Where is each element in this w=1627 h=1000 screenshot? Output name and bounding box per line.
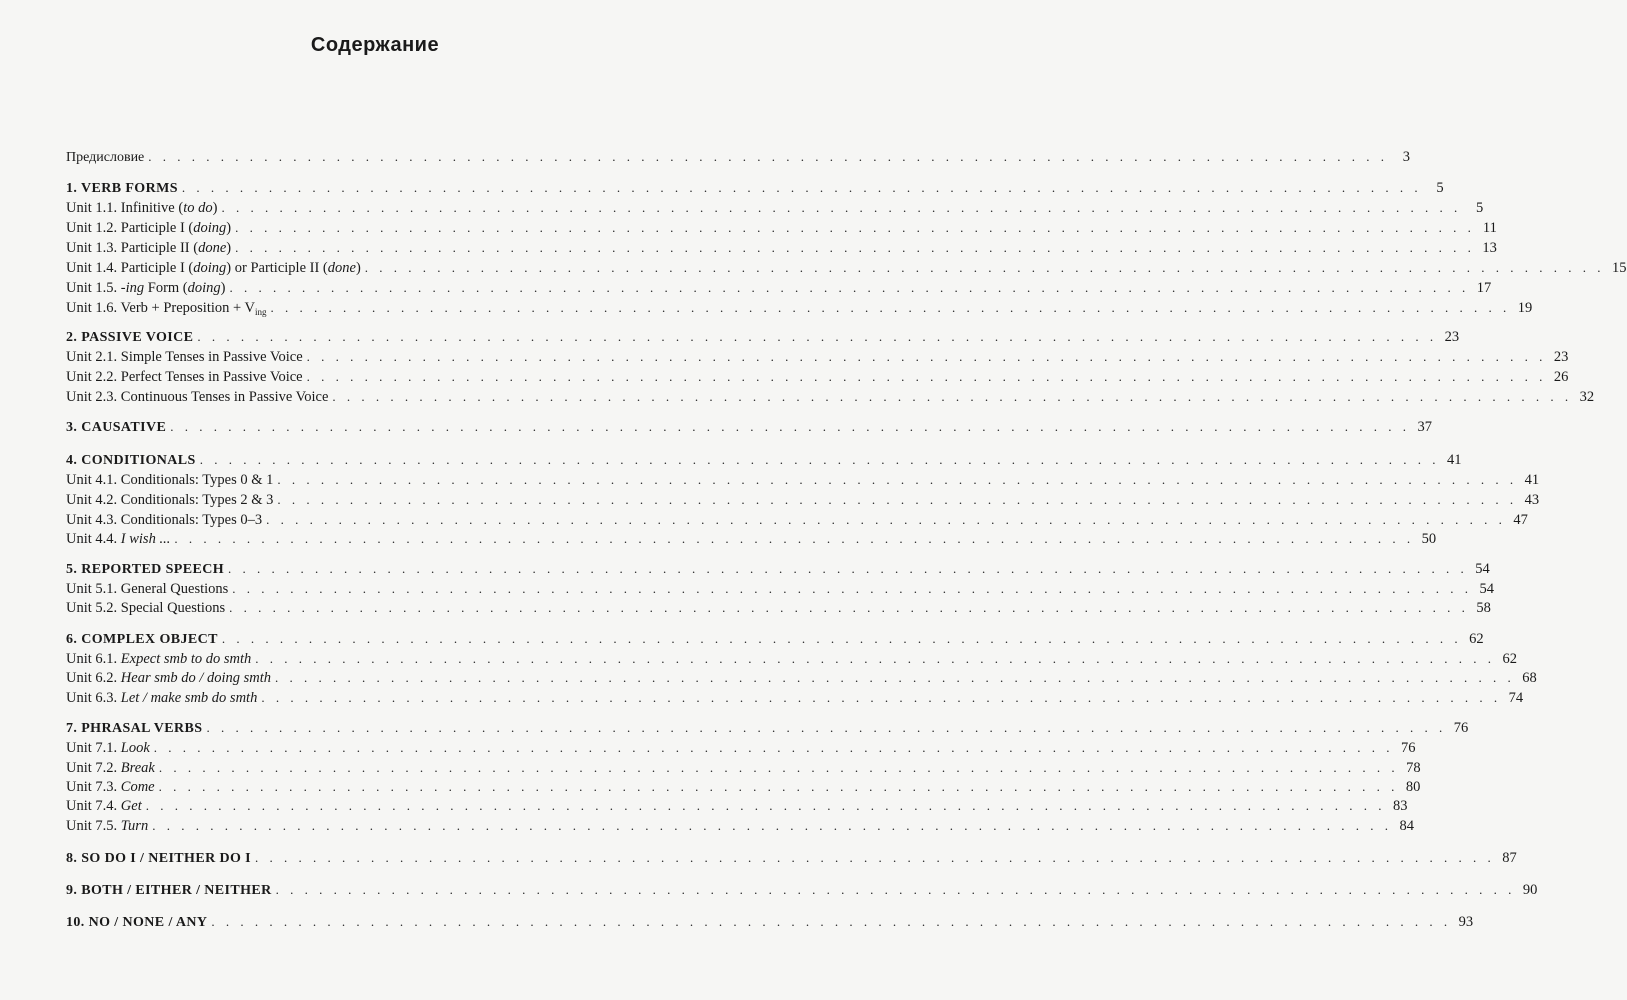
dot-leader: . . . . . . . . . . . . . . . . . . . . . . . . . . . . . . . . . . . . . . . . . . . . . . . . . . . . . . . . . . . . . . . . . . . . . . . . . . . . . . . . . . . . . . xyxy=(229,280,1470,295)
entry-page: 50 xyxy=(1421,531,1437,547)
dot-leader: . . . . . . . . . . . . . . . . . . . . . . . . . . . . . . . . . . . . . . . . . . . . . . . . . . . . . . . . . . . . . . . . . . . . . . . . . . . . . . . . . . . . . . xyxy=(158,779,1399,794)
entry-page: 80 xyxy=(1405,779,1421,795)
toc-section-1[interactable] xyxy=(66,178,1444,198)
dot-leader: . . . . . . . . . . . . . . . . . . . . . . . . . . . . . . . . . . . . . . . . . . . . . . . . . . . . . . . . . . . . . . . . . . . . . . . . . . . . . . . . . . . . . . xyxy=(275,882,1516,897)
entry-label: Unit 5.2. Special Questions xyxy=(66,600,226,616)
toc-unit-4-4[interactable] xyxy=(66,529,1437,549)
entry-page: 62 xyxy=(1469,631,1484,647)
section-label: 2. PASSIVE VOICE xyxy=(66,330,194,345)
dot-leader: . . . . . . . . . . . . . . . . . . . . . . . . . . . . . . . . . . . . . . . . . . . . . . . . . . . . . . . . . . . . . . . . . . . . . . . . . . . . . . . . . . . . . . xyxy=(364,260,1605,275)
toc-unit-4-1[interactable] xyxy=(66,470,1540,490)
toc-unit-5-2[interactable] xyxy=(66,598,1491,618)
entry-label: Unit 6.1. Expect smb to do smth xyxy=(66,651,252,667)
dot-leader: . . . . . . . . . . . . . . . . . . . . . . . . . . . . . . . . . . . . . . . . . . . . . . . . . . . . . . . . . . . . . . . . . . . . . . . . . . . . . . . . . . . . . . xyxy=(211,914,1452,929)
entry-page: 43 xyxy=(1524,492,1540,508)
entry-label: Unit 1.3. Participle II (done) xyxy=(66,240,232,256)
toc-unit-4-2[interactable] xyxy=(66,490,1540,510)
dot-leader: . . . . . . . . . . . . . . . . . . . . . . . . . . . . . . . . . . . . . . . . . . . . . . . . . . . . . . . . . . . . . . . . . . . . . . . . . . . . . . . . . . . . . . xyxy=(306,369,1547,384)
toc-entry-preface[interactable] xyxy=(66,147,1411,167)
entry-page: 23 xyxy=(1444,329,1460,345)
entry-label: Unit 7.4. Get xyxy=(66,798,142,814)
toc-unit-2-3[interactable] xyxy=(66,387,1595,407)
dot-leader: . . . . . . . . . . . . . . . . . . . . . . . . . . . . . . . . . . . . . . . . . . . . . . . . . . . . . . . . . . . . . . . . . . . . . . . . . . . . . . . . . . . . . . xyxy=(235,240,1475,255)
entry-label: Unit 4.3. Conditionals: Types 0–3 xyxy=(66,512,263,528)
toc-unit-2-1[interactable] xyxy=(66,347,1569,367)
entry-page: 23 xyxy=(1553,349,1569,365)
toc-unit-1-6[interactable] xyxy=(66,298,1533,318)
dot-leader: . . . . . . . . . . . . . . . . . . . . . . . . . . . . . . . . . . . . . . . . . . . . . . . . . . . . . . . . . . . . . . . . . . . . . . . . . . . . . . . . . . . . . . xyxy=(266,512,1506,527)
toc-section-3[interactable] xyxy=(66,417,1432,437)
dot-leader: . . . . . . . . . . . . . . . . . . . . . . . . . . . . . . . . . . . . . . . . . . . . . . . . . . . . . . . . . . . . . . . . . . . . . . . . . . . . . . . . . . . . . . xyxy=(221,200,1462,215)
entry-label: Unit 7.2. Break xyxy=(66,760,155,776)
entry-page: 62 xyxy=(1502,651,1518,667)
entry-page: 26 xyxy=(1553,369,1569,385)
entry-page: 58 xyxy=(1476,600,1491,616)
entry-label: Unit 4.1. Conditionals: Types 0 & 1 xyxy=(66,472,274,488)
dot-leader: . . . . . . . . . . . . . . . . . . . . . . . . . . . . . . . . . . . . . . . . . . . . . . . . . . . . . . . . . . . . . . . . . . . . . . . . . . . . . . . . . . . . . . xyxy=(199,452,1440,467)
section-label: 1. VERB FORMS xyxy=(66,181,178,196)
dot-leader: . . . . . . . . . . . . . . . . . . . . . . . . . . . . . . . . . . . . . . . . . . . . . . . . . . . . . . . . . . . . . . . . . . . . . . . . . . . . . . . . . . . . . . xyxy=(255,651,1496,666)
toc-unit-1-4[interactable] xyxy=(66,258,1627,278)
entry-label: Unit 7.5. Turn xyxy=(66,818,149,834)
entry-label: Unit 4.2. Conditionals: Types 2 & 3 xyxy=(66,492,274,508)
entry-page: 41 xyxy=(1446,452,1462,468)
dot-leader: . . . . . . . . . . . . . . . . . . . . . . . . . . . . . . . . . . . . . . . . . . . . . . . . . . . . . . . . . . . . . . . . . . . . . . . . . . . . . . . . . . . . . . xyxy=(332,389,1573,404)
entry-page: 32 xyxy=(1579,389,1595,405)
entry-page: 74 xyxy=(1508,690,1524,706)
dot-leader: . . . . . . . . . . . . . . . . . . . . . . . . . . . . . . . . . . . . . . . . . . . . . . . . . . . . . . . . . . . . . . . . . . . . . . . . . . . . . . . . . . . . . . xyxy=(197,329,1438,344)
entry-page: 87 xyxy=(1502,850,1517,866)
entry-label: Unit 2.3. Continuous Tenses in Passive Voice xyxy=(66,389,329,405)
toc-section-10[interactable] xyxy=(66,912,1474,932)
dot-leader: . . . . . . . . . . . . . . . . . . . . . . . . . . . . . . . . . . . . . . . . . . . . . . . . . . . . . . . . . . . . . . . . . . . . . . . . . . . . . . . . . . . . . . xyxy=(235,220,1475,235)
entry-page: 37 xyxy=(1417,419,1432,435)
toc-section-9[interactable] xyxy=(66,880,1538,900)
entry-page: 41 xyxy=(1524,472,1540,488)
entry-page: 13 xyxy=(1482,240,1497,256)
entry-page: 17 xyxy=(1476,280,1492,296)
dot-leader: . . . . . . . . . . . . . . . . . . . . . . . . . . . . . . . . . . . . . . . . . . . . . . . . . . . . . . . . . . . . . . . . . . . . . . . . . . . . . . . . . . . . . . xyxy=(174,531,1415,546)
dot-leader: . . . . . . . . . . . . . . . . . . . . . . . . . . . . . . . . . . . . . . . . . . . . . . . . . . . . . . . . . . . . . . . . . . . . . . . . . . . . . . . . . . . . . . xyxy=(148,149,1389,164)
dot-leader: . . . . . . . . . . . . . . . . . . . . . . . . . . . . . . . . . . . . . . . . . . . . . . . . . . . . . . . . . . . . . . . . . . . . . . . . . . . . . . . . . . . . . . xyxy=(145,798,1386,813)
toc-unit-4-3[interactable] xyxy=(66,510,1528,530)
toc-section-8[interactable] xyxy=(66,848,1517,868)
section-label: 10. NO / NONE / ANY xyxy=(66,915,208,930)
entry-page: 5 xyxy=(1436,180,1444,196)
dot-leader: . . . . . . . . . . . . . . . . . . . . . . . . . . . . . . . . . . . . . . . . . . . . . . . . . . . . . . . . . . . . . . . . . . . . . . . . . . . . . . . . . . . . . . xyxy=(277,492,1518,507)
entry-label: Unit 1.5. -ing Form (doing) xyxy=(66,280,226,296)
toc-unit-2-2[interactable] xyxy=(66,367,1569,387)
section-label: 3. CAUSATIVE xyxy=(66,420,167,435)
dot-leader: . . . . . . . . . . . . . . . . . . . . . . . . . . . . . . . . . . . . . . . . . . . . . . . . . . . . . . . . . . . . . . . . . . . . . . . . . . . . . . . . . . . . . . xyxy=(170,419,1410,434)
entry-label: Unit 2.2. Perfect Tenses in Passive Voice xyxy=(66,369,303,385)
dot-leader: . . . . . . . . . . . . . . . . . . . . . . . . . . . . . . . . . . . . . . . . . . . . . . . . . . . . . . . . . . . . . . . . . . . . . . . . . . . . . . . . . . . . . . xyxy=(181,180,1422,195)
dot-leader: . . . . . . . . . . . . . . . . . . . . . . . . . . . . . . . . . . . . . . . . . . . . . . . . . . . . . . . . . . . . . . . . . . . . . . . . . . . . . . . . . . . . . . xyxy=(206,720,1447,735)
dot-leader: . . . . . . . . . . . . . . . . . . . . . . . . . . . . . . . . . . . . . . . . . . . . . . . . . . . . . . . . . . . . . . . . . . . . . . . . . . . . . . . . . . . . . . xyxy=(152,818,1392,833)
entry-label: Unit 6.3. Let / make smb do smth xyxy=(66,690,258,706)
entry-page: 54 xyxy=(1475,561,1490,577)
dot-leader: . . . . . . . . . . . . . . . . . . . . . . . . . . . . . . . . . . . . . . . . . . . . . . . . . . . . . . . . . . . . . . . . . . . . . . . . . . . . . . . . . . . . . . xyxy=(153,740,1394,755)
toc-unit-1-5[interactable] xyxy=(66,278,1492,298)
dot-leader: . . . . . . . . . . . . . . . . . . . . . . . . . . . . . . . . . . . . . . . . . . . . . . . . . . . . . . . . . . . . . . . . . . . . . . . . . . . . . . . . . . . . . . xyxy=(229,600,1469,615)
entry-page: 90 xyxy=(1522,882,1538,898)
section-label: 9. BOTH / EITHER / NEITHER xyxy=(66,883,272,898)
entry-label: Unit 2.1. Simple Tenses in Passive Voice xyxy=(66,349,303,365)
dot-leader: . . . . . . . . . . . . . . . . . . . . . . . . . . . . . . . . . . . . . . . . . . . . . . . . . . . . . . . . . . . . . . . . . . . . . . . . . . . . . . . . . . . . . . xyxy=(255,850,1495,865)
toc-unit-6-1[interactable] xyxy=(66,649,1518,669)
toc-section-2[interactable] xyxy=(66,327,1460,347)
toc-unit-7-3[interactable] xyxy=(66,777,1421,797)
entry-page: 3 xyxy=(1402,149,1411,165)
entry-page: 76 xyxy=(1401,740,1416,756)
entry-label: Unit 4.4. I wish ... xyxy=(66,531,171,547)
toc-section-7[interactable] xyxy=(66,718,1469,738)
toc-unit-5-1[interactable] xyxy=(66,579,1495,599)
section-label: 5. REPORTED SPEECH xyxy=(66,562,225,577)
entry-label: Unit 5.1. General Questions xyxy=(66,581,229,597)
toc-section-6[interactable] xyxy=(66,629,1484,649)
dot-leader: . . . . . . . . . . . . . . . . . . . . . . . . . . . . . . . . . . . . . . . . . . . . . . . . . . . . . . . . . . . . . . . . . . . . . . . . . . . . . . . . . . . . . . xyxy=(232,581,1473,596)
toc-section-5[interactable] xyxy=(66,559,1490,579)
entry-page: 47 xyxy=(1513,512,1528,528)
entry-page: 76 xyxy=(1453,720,1469,736)
dot-leader: . . . . . . . . . . . . . . . . . . . . . . . . . . . . . . . . . . . . . . . . . . . . . . . . . . . . . . . . . . . . . . . . . . . . . . . . . . . . . . . . . . . . . . xyxy=(306,349,1547,364)
entry-label: Unit 7.1. Look xyxy=(66,740,150,756)
section-label: 4. CONDITIONALS xyxy=(66,453,196,468)
dot-leader: . . . . . . . . . . . . . . . . . . . . . . . . . . . . . . . . . . . . . . . . . . . . . . . . . . . . . . . . . . . . . . . . . . . . . . . . . . . . . . . . . . . . . . xyxy=(221,631,1462,646)
dot-leader: . . . . . . . . . . . . . . . . . . . . . . . . . . . . . . . . . . . . . . . . . . . . . . . . . . . . . . . . . . . . . . . . . . . . . . . . . . . . . . . . . . . . . . xyxy=(261,690,1502,705)
entry-page: 5 xyxy=(1475,200,1484,216)
entry-page: 68 xyxy=(1522,670,1537,686)
entry-label: Unit 6.2. Hear smb do / doing smth xyxy=(66,670,272,686)
toc-unit-1-1[interactable] xyxy=(66,198,1484,218)
entry-page: 93 xyxy=(1458,914,1474,930)
dot-leader: . . . . . . . . . . . . . . . . . . . . . . . . . . . . . . . . . . . . . . . . . . . . . . . . . . . . . . . . . . . . . . . . . . . . . . . . . . . . . . . . . . . . . . xyxy=(275,670,1515,685)
dot-leader: . . . . . . . . . . . . . . . . . . . . . . . . . . . . . . . . . . . . . . . . . . . . . . . . . . . . . . . . . . . . . . . . . . . . . . . . . . . . . . . . . . . . . . xyxy=(158,760,1399,775)
entry-label: Unit 1.6. Verb + Preposition + $V_{ing}$ xyxy=(66,300,267,317)
dot-leader: . . . . . . . . . . . . . . . . . . . . . . . . . . . . . . . . . . . . . . . . . . . . . . . . . . . . . . . . . . . . . . . . . . . . . . . . . . . . . . . . . . . . . . xyxy=(270,300,1511,315)
entry-page: 84 xyxy=(1399,818,1414,834)
entry-page: 83 xyxy=(1392,798,1408,814)
toc-unit-7-5[interactable] xyxy=(66,816,1414,836)
entry-label: Предисловие xyxy=(66,150,145,165)
entry-label: Unit 1.2. Participle I (doing) xyxy=(66,220,232,236)
toc-section-4[interactable] xyxy=(66,450,1462,470)
entry-page: 11 xyxy=(1482,220,1497,236)
toc-unit-1-3[interactable] xyxy=(66,238,1497,258)
entry-page: 78 xyxy=(1406,760,1421,776)
toc-unit-1-2[interactable] xyxy=(66,218,1497,238)
entry-label: Unit 1.4. Participle I (doing) or Participle II (done) xyxy=(66,260,361,276)
dot-leader: . . . . . . . . . . . . . . . . . . . . . . . . . . . . . . . . . . . . . . . . . . . . . . . . . . . . . . . . . . . . . . . . . . . . . . . . . . . . . . . . . . . . . . xyxy=(228,561,1468,576)
toc-unit-7-1[interactable] xyxy=(66,738,1416,758)
entry-page: 54 xyxy=(1479,581,1495,597)
entry-label: Unit 1.1. Infinitive (to do) xyxy=(66,200,218,216)
entry-page: 19 xyxy=(1517,300,1533,316)
section-label: 8. SO DO I / NEITHER DO I xyxy=(66,851,252,866)
toc-unit-6-2[interactable] xyxy=(66,668,1537,688)
toc-unit-6-3[interactable] xyxy=(66,688,1524,708)
toc-unit-7-4[interactable] xyxy=(66,796,1408,816)
dot-leader: . . . . . . . . . . . . . . . . . . . . . . . . . . . . . . . . . . . . . . . . . . . . . . . . . . . . . . . . . . . . . . . . . . . . . . . . . . . . . . . . . . . . . . xyxy=(277,472,1518,487)
page-title: Содержание xyxy=(310,34,440,56)
entry-page: 15 xyxy=(1612,260,1627,276)
section-label: 7. PHRASAL VERBS xyxy=(66,721,203,736)
entry-label: Unit 7.3. Come xyxy=(66,779,155,795)
section-label: 6. COMPLEX OBJECT xyxy=(66,632,218,647)
toc-unit-7-2[interactable] xyxy=(66,758,1421,778)
